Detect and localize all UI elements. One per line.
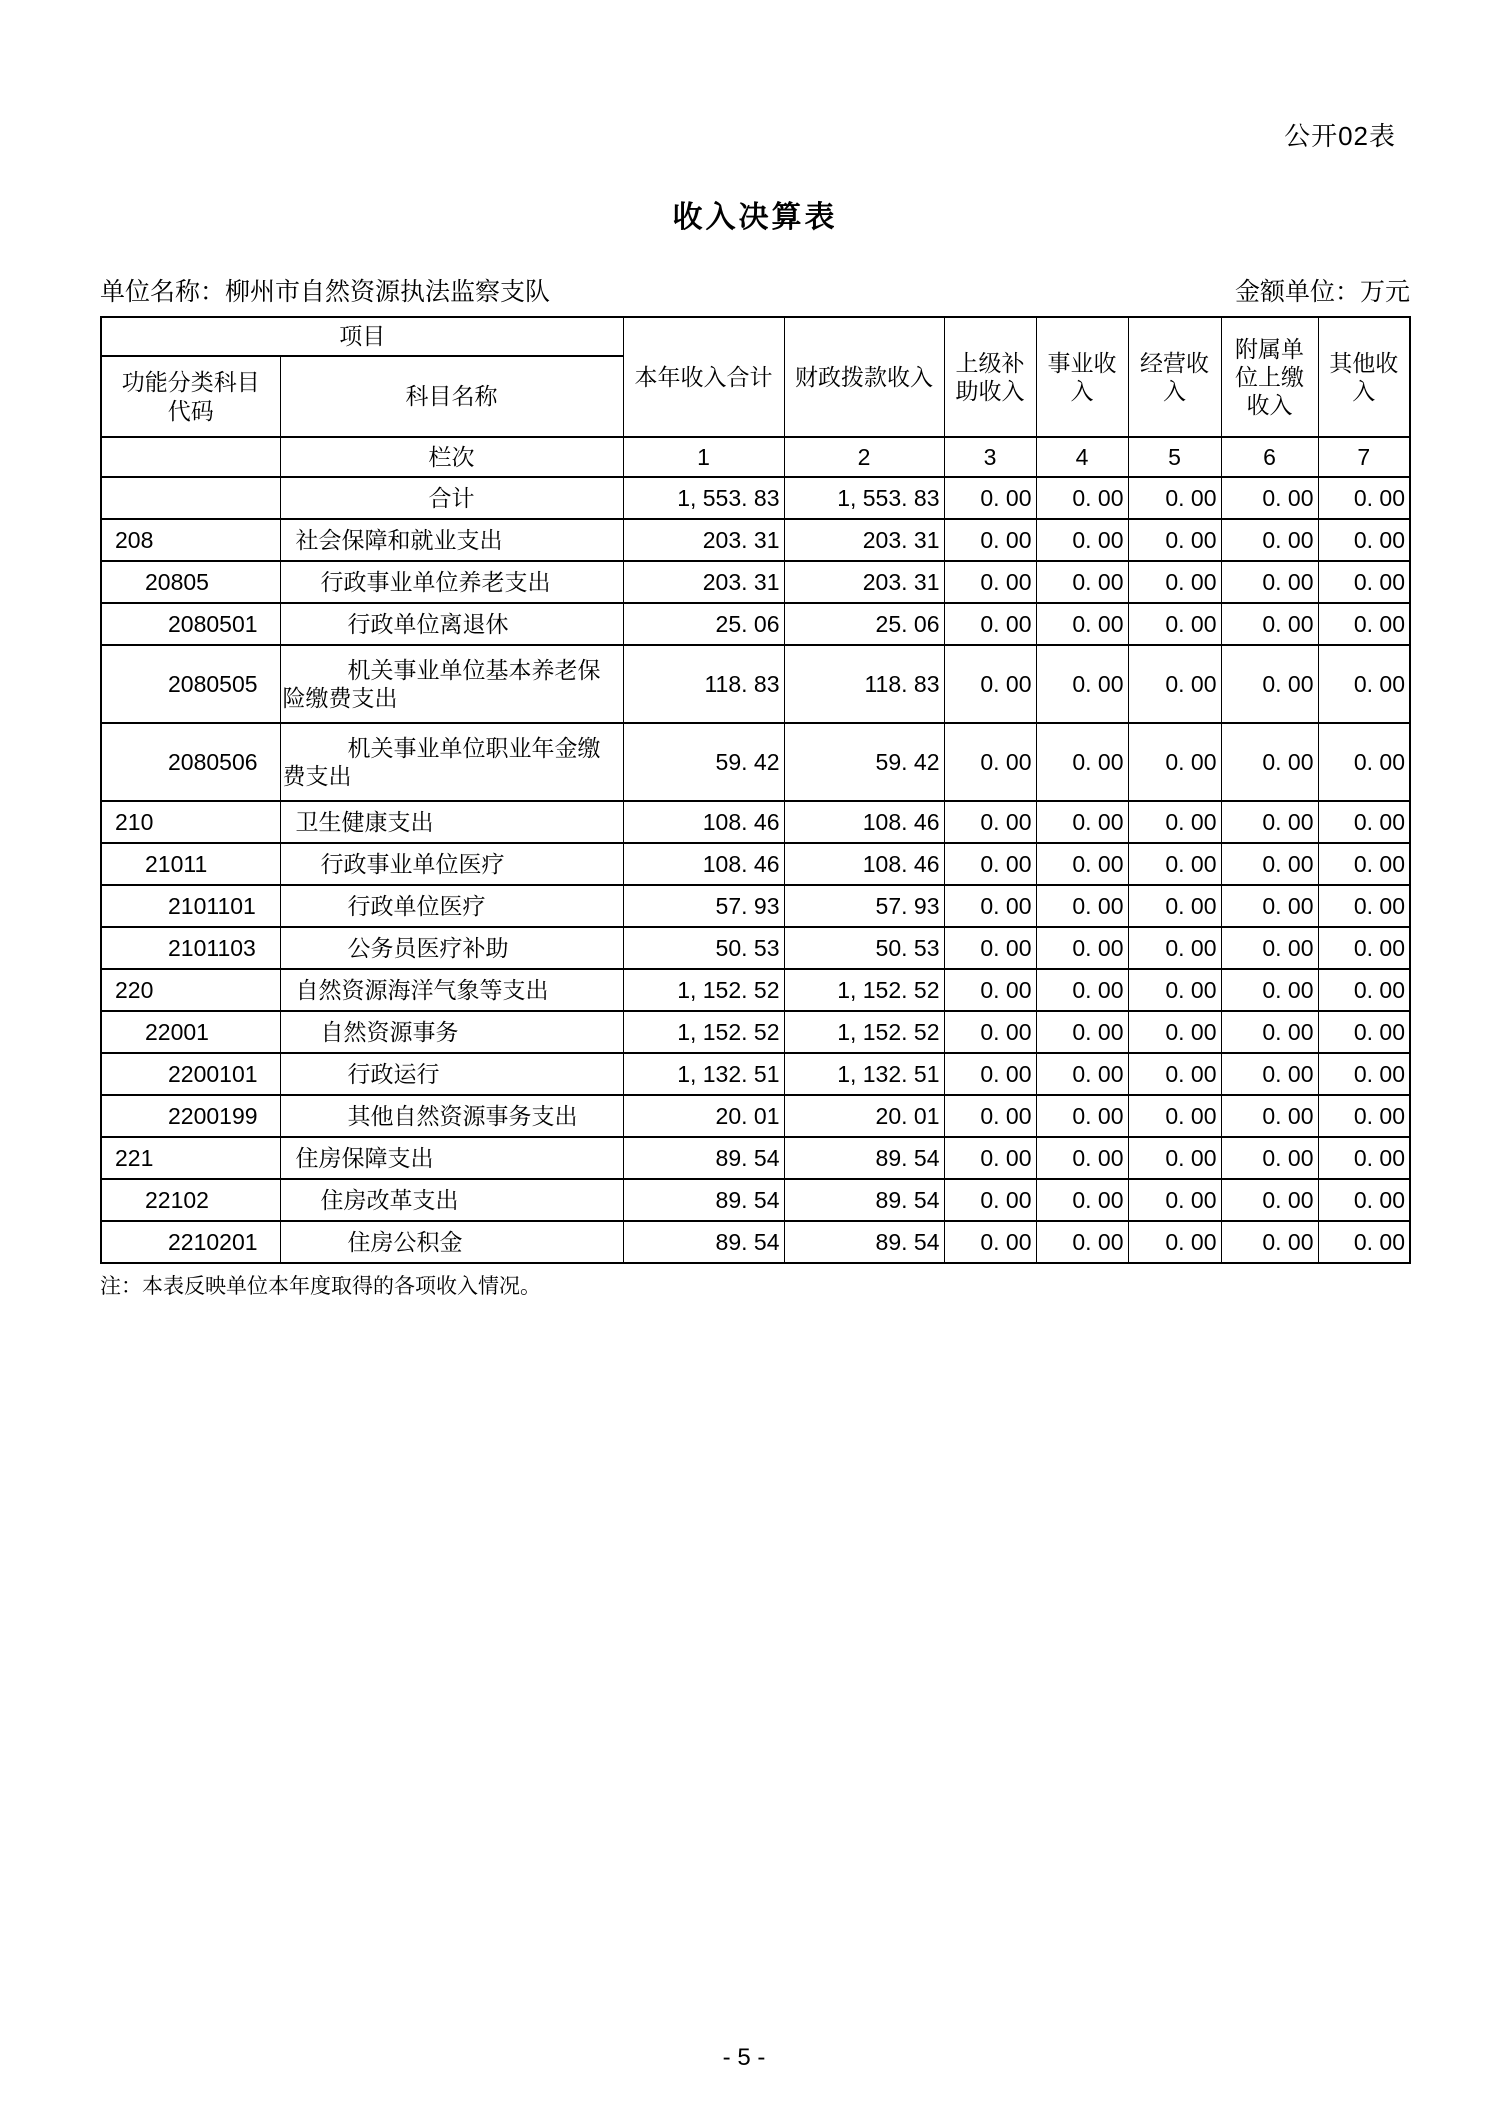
superior-subsidy-cell: 0. 00	[944, 477, 1036, 519]
operating-income-cell: 0. 00	[1128, 519, 1221, 561]
fiscal-appropriation-cell: 89. 54	[784, 1179, 944, 1221]
total-income-cell: 57. 93	[623, 885, 784, 927]
total-income-cell: 118. 83	[623, 645, 784, 723]
total-income-cell: 108. 46	[623, 801, 784, 843]
fiscal-appropriation-cell: 203. 31	[784, 561, 944, 603]
business-income-cell: 0. 00	[1036, 1011, 1128, 1053]
index-col-4: 4	[1036, 437, 1128, 477]
other-income-cell: 0. 00	[1318, 645, 1410, 723]
other-income-cell: 0. 00	[1318, 1011, 1410, 1053]
operating-income-cell: 0. 00	[1128, 1137, 1221, 1179]
table-row	[101, 477, 1410, 519]
business-income-cell: 0. 00	[1036, 519, 1128, 561]
total-income-cell: 203. 31	[623, 561, 784, 603]
fiscal-appropriation-cell: 57. 93	[784, 885, 944, 927]
other-income-cell: 0. 00	[1318, 561, 1410, 603]
index-col-1: 1	[623, 437, 784, 477]
business-income-cell: 0. 00	[1036, 1095, 1128, 1137]
other-income-cell: 0. 00	[1318, 723, 1410, 801]
superior-subsidy-cell: 0. 00	[944, 1011, 1036, 1053]
business-income-cell: 0. 00	[1036, 927, 1128, 969]
operating-income-cell: 0. 00	[1128, 603, 1221, 645]
table-row	[101, 1179, 1410, 1221]
other-income-cell: 0. 00	[1318, 1179, 1410, 1221]
function-code-cell: 2101101	[101, 885, 280, 927]
affiliated-unit-income-cell: 0. 00	[1221, 1011, 1318, 1053]
other-income-cell: 0. 00	[1318, 1095, 1410, 1137]
subject-name-cell: 机关事业单位职业年金缴费支出	[280, 723, 623, 801]
superior-subsidy-cell: 0. 00	[944, 723, 1036, 801]
function-code-cell: 220	[101, 969, 280, 1011]
table-row	[101, 969, 1410, 1011]
operating-income-cell: 0. 00	[1128, 1095, 1221, 1137]
superior-subsidy-cell: 0. 00	[944, 843, 1036, 885]
operating-income-cell: 0. 00	[1128, 1179, 1221, 1221]
table-note: 注：本表反映单位本年度取得的各项收入情况。	[100, 1275, 541, 1298]
subject-name-cell: 行政单位医疗	[280, 885, 623, 927]
index-col-6: 6	[1221, 437, 1318, 477]
fiscal-appropriation-cell: 1, 152. 52	[784, 1011, 944, 1053]
total-income-cell: 108. 46	[623, 843, 784, 885]
affiliated-unit-income-cell: 0. 00	[1221, 1053, 1318, 1095]
total-income-cell: 203. 31	[623, 519, 784, 561]
table-row	[101, 645, 1410, 723]
operating-income-cell: 0. 00	[1128, 843, 1221, 885]
fiscal-appropriation-cell: 1, 132. 51	[784, 1053, 944, 1095]
other-income-cell: 0. 00	[1318, 603, 1410, 645]
superior-subsidy-cell: 0. 00	[944, 1179, 1036, 1221]
other-income-cell: 0. 00	[1318, 519, 1410, 561]
affiliated-unit-income-cell: 0. 00	[1221, 477, 1318, 519]
subject-name-cell: 其他自然资源事务支出	[280, 1095, 623, 1137]
operating-income-cell: 0. 00	[1128, 969, 1221, 1011]
form-number-label: 公开02表	[1284, 121, 1396, 151]
operating-income-cell: 0. 00	[1128, 927, 1221, 969]
table-row	[101, 1053, 1410, 1095]
index-col-5: 5	[1128, 437, 1221, 477]
fiscal-appropriation-cell: 1, 152. 52	[784, 969, 944, 1011]
operating-income-cell: 0. 00	[1128, 723, 1221, 801]
business-income-cell: 0. 00	[1036, 645, 1128, 723]
subject-name-cell: 合计	[280, 477, 623, 519]
operating-income-cell: 0. 00	[1128, 801, 1221, 843]
fiscal-appropriation-cell: 25. 06	[784, 603, 944, 645]
total-income-cell: 1, 152. 52	[623, 969, 784, 1011]
table-row	[101, 885, 1410, 927]
affiliated-unit-income-cell: 0. 00	[1221, 519, 1318, 561]
total-income-cell: 1, 152. 52	[623, 1011, 784, 1053]
subject-name-cell: 社会保障和就业支出	[280, 519, 623, 561]
index-col-2: 2	[784, 437, 944, 477]
business-income-cell: 0. 00	[1036, 843, 1128, 885]
subject-name-cell: 住房改革支出	[280, 1179, 623, 1221]
business-income-cell: 0. 00	[1036, 1221, 1128, 1263]
header-total-income: 本年收入合计	[623, 317, 784, 437]
function-code-cell: 21011	[101, 843, 280, 885]
page-title: 收入决算表	[672, 201, 838, 234]
function-code-cell: 2080505	[101, 645, 280, 723]
fiscal-appropriation-cell: 108. 46	[784, 801, 944, 843]
total-income-cell: 89. 54	[623, 1179, 784, 1221]
table-row	[101, 843, 1410, 885]
function-code-cell: 221	[101, 1137, 280, 1179]
operating-income-cell: 0. 00	[1128, 1011, 1221, 1053]
affiliated-unit-income-cell: 0. 00	[1221, 645, 1318, 723]
table-row	[101, 927, 1410, 969]
other-income-cell: 0. 00	[1318, 843, 1410, 885]
function-code-cell: 22102	[101, 1179, 280, 1221]
affiliated-unit-income-cell: 0. 00	[1221, 1137, 1318, 1179]
business-income-cell: 0. 00	[1036, 885, 1128, 927]
subject-name-cell: 自然资源事务	[280, 1011, 623, 1053]
business-income-cell: 0. 00	[1036, 801, 1128, 843]
function-code-cell: 20805	[101, 561, 280, 603]
business-income-cell: 0. 00	[1036, 603, 1128, 645]
function-code-cell: 2200101	[101, 1053, 280, 1095]
other-income-cell: 0. 00	[1318, 1137, 1410, 1179]
table-row	[101, 561, 1410, 603]
header-row-project	[101, 317, 1410, 356]
subject-name-cell: 住房保障支出	[280, 1137, 623, 1179]
function-code-cell: 208	[101, 519, 280, 561]
subject-name-cell: 行政运行	[280, 1053, 623, 1095]
function-code-cell: 22001	[101, 1011, 280, 1053]
table-row	[101, 801, 1410, 843]
superior-subsidy-cell: 0. 00	[944, 561, 1036, 603]
column-index-row	[101, 437, 1410, 477]
affiliated-unit-income-cell: 0. 00	[1221, 1179, 1318, 1221]
business-income-cell: 0. 00	[1036, 1137, 1128, 1179]
superior-subsidy-cell: 0. 00	[944, 801, 1036, 843]
operating-income-cell: 0. 00	[1128, 1221, 1221, 1263]
function-code-cell: 2200199	[101, 1095, 280, 1137]
table-row	[101, 1011, 1410, 1053]
header-operating-income: 经营收入	[1128, 317, 1221, 437]
affiliated-unit-income-cell: 0. 00	[1221, 885, 1318, 927]
subject-name-cell: 卫生健康支出	[280, 801, 623, 843]
operating-income-cell: 0. 00	[1128, 477, 1221, 519]
index-row-label: 栏次	[280, 437, 623, 477]
superior-subsidy-cell: 0. 00	[944, 1137, 1036, 1179]
table-row	[101, 1137, 1410, 1179]
affiliated-unit-income-cell: 0. 00	[1221, 801, 1318, 843]
header-superior-subsidy: 上级补助收入	[944, 317, 1036, 437]
subject-name-cell: 公务员医疗补助	[280, 927, 623, 969]
superior-subsidy-cell: 0. 00	[944, 885, 1036, 927]
total-income-cell: 20. 01	[623, 1095, 784, 1137]
index-col-3: 3	[944, 437, 1036, 477]
operating-income-cell: 0. 00	[1128, 885, 1221, 927]
fiscal-appropriation-cell: 1, 553. 83	[784, 477, 944, 519]
affiliated-unit-income-cell: 0. 00	[1221, 603, 1318, 645]
function-code-cell: 210	[101, 801, 280, 843]
business-income-cell: 0. 00	[1036, 1179, 1128, 1221]
table-row	[101, 1221, 1410, 1263]
header-subject-name: 科目名称	[280, 356, 623, 437]
fiscal-appropriation-cell: 118. 83	[784, 645, 944, 723]
table-row	[101, 519, 1410, 561]
superior-subsidy-cell: 0. 00	[944, 969, 1036, 1011]
subject-name-cell: 机关事业单位基本养老保险缴费支出	[280, 645, 623, 723]
superior-subsidy-cell: 0. 00	[944, 1053, 1036, 1095]
fiscal-appropriation-cell: 203. 31	[784, 519, 944, 561]
table-body	[101, 477, 1410, 1263]
affiliated-unit-income-cell: 0. 00	[1221, 927, 1318, 969]
fiscal-appropriation-cell: 20. 01	[784, 1095, 944, 1137]
superior-subsidy-cell: 0. 00	[944, 1095, 1036, 1137]
header-function-code: 功能分类科目代码	[101, 356, 280, 437]
other-income-cell: 0. 00	[1318, 885, 1410, 927]
header-affiliated-unit-income: 附属单位上缴收入	[1221, 317, 1318, 437]
table-meta-row	[100, 272, 1410, 308]
other-income-cell: 0. 00	[1318, 969, 1410, 1011]
index-col-7: 7	[1318, 437, 1410, 477]
affiliated-unit-income-cell: 0. 00	[1221, 1221, 1318, 1263]
fiscal-appropriation-cell: 89. 54	[784, 1137, 944, 1179]
amount-unit-label: 金额单位：万元	[1234, 278, 1410, 306]
affiliated-unit-income-cell: 0. 00	[1221, 969, 1318, 1011]
operating-income-cell: 0. 00	[1128, 1053, 1221, 1095]
operating-income-cell: 0. 00	[1128, 645, 1221, 723]
business-income-cell: 0. 00	[1036, 969, 1128, 1011]
total-income-cell: 50. 53	[623, 927, 784, 969]
table-row	[101, 723, 1410, 801]
operating-income-cell: 0. 00	[1128, 561, 1221, 603]
other-income-cell: 0. 00	[1318, 477, 1410, 519]
header-fiscal-appropriation: 财政拨款收入	[784, 317, 944, 437]
affiliated-unit-income-cell: 0. 00	[1221, 561, 1318, 603]
page-number: - 5 -	[722, 2044, 766, 2071]
superior-subsidy-cell: 0. 00	[944, 603, 1036, 645]
function-code-cell: 2101103	[101, 927, 280, 969]
affiliated-unit-income-cell: 0. 00	[1221, 843, 1318, 885]
subject-name-cell: 行政事业单位养老支出	[280, 561, 623, 603]
superior-subsidy-cell: 0. 00	[944, 927, 1036, 969]
function-code-cell: 2210201	[101, 1221, 280, 1263]
business-income-cell: 0. 00	[1036, 477, 1128, 519]
subject-name-cell: 行政单位离退休	[280, 603, 623, 645]
function-code-cell: 2080506	[101, 723, 280, 801]
unit-name-label: 单位名称：柳州市自然资源执法监察支队	[100, 278, 551, 306]
total-income-cell: 89. 54	[623, 1221, 784, 1263]
superior-subsidy-cell: 0. 00	[944, 519, 1036, 561]
income-statement-table	[100, 316, 1411, 1264]
other-income-cell: 0. 00	[1318, 927, 1410, 969]
function-code-cell	[101, 477, 280, 519]
business-income-cell: 0. 00	[1036, 561, 1128, 603]
fiscal-appropriation-cell: 108. 46	[784, 843, 944, 885]
fiscal-appropriation-cell: 50. 53	[784, 927, 944, 969]
fiscal-appropriation-cell: 89. 54	[784, 1221, 944, 1263]
table-row	[101, 1095, 1410, 1137]
total-income-cell: 89. 54	[623, 1137, 784, 1179]
total-income-cell: 1, 553. 83	[623, 477, 784, 519]
other-income-cell: 0. 00	[1318, 801, 1410, 843]
business-income-cell: 0. 00	[1036, 723, 1128, 801]
affiliated-unit-income-cell: 0. 00	[1221, 723, 1318, 801]
index-row-empty-cell	[101, 437, 280, 477]
subject-name-cell: 行政事业单位医疗	[280, 843, 623, 885]
fiscal-appropriation-cell: 59. 42	[784, 723, 944, 801]
other-income-cell: 0. 00	[1318, 1221, 1410, 1263]
superior-subsidy-cell: 0. 00	[944, 1221, 1036, 1263]
function-code-cell: 2080501	[101, 603, 280, 645]
table-row	[101, 603, 1410, 645]
document-content	[100, 0, 1410, 1300]
total-income-cell: 25. 06	[623, 603, 784, 645]
total-income-cell: 59. 42	[623, 723, 784, 801]
subject-name-cell: 自然资源海洋气象等支出	[280, 969, 623, 1011]
header-other-income: 其他收入	[1318, 317, 1410, 437]
business-income-cell: 0. 00	[1036, 1053, 1128, 1095]
total-income-cell: 1, 132. 51	[623, 1053, 784, 1095]
other-income-cell: 0. 00	[1318, 1053, 1410, 1095]
superior-subsidy-cell: 0. 00	[944, 645, 1036, 723]
affiliated-unit-income-cell: 0. 00	[1221, 1095, 1318, 1137]
subject-name-cell: 住房公积金	[280, 1221, 623, 1263]
header-project: 项目	[101, 317, 623, 356]
header-business-income: 事业收入	[1036, 317, 1128, 437]
